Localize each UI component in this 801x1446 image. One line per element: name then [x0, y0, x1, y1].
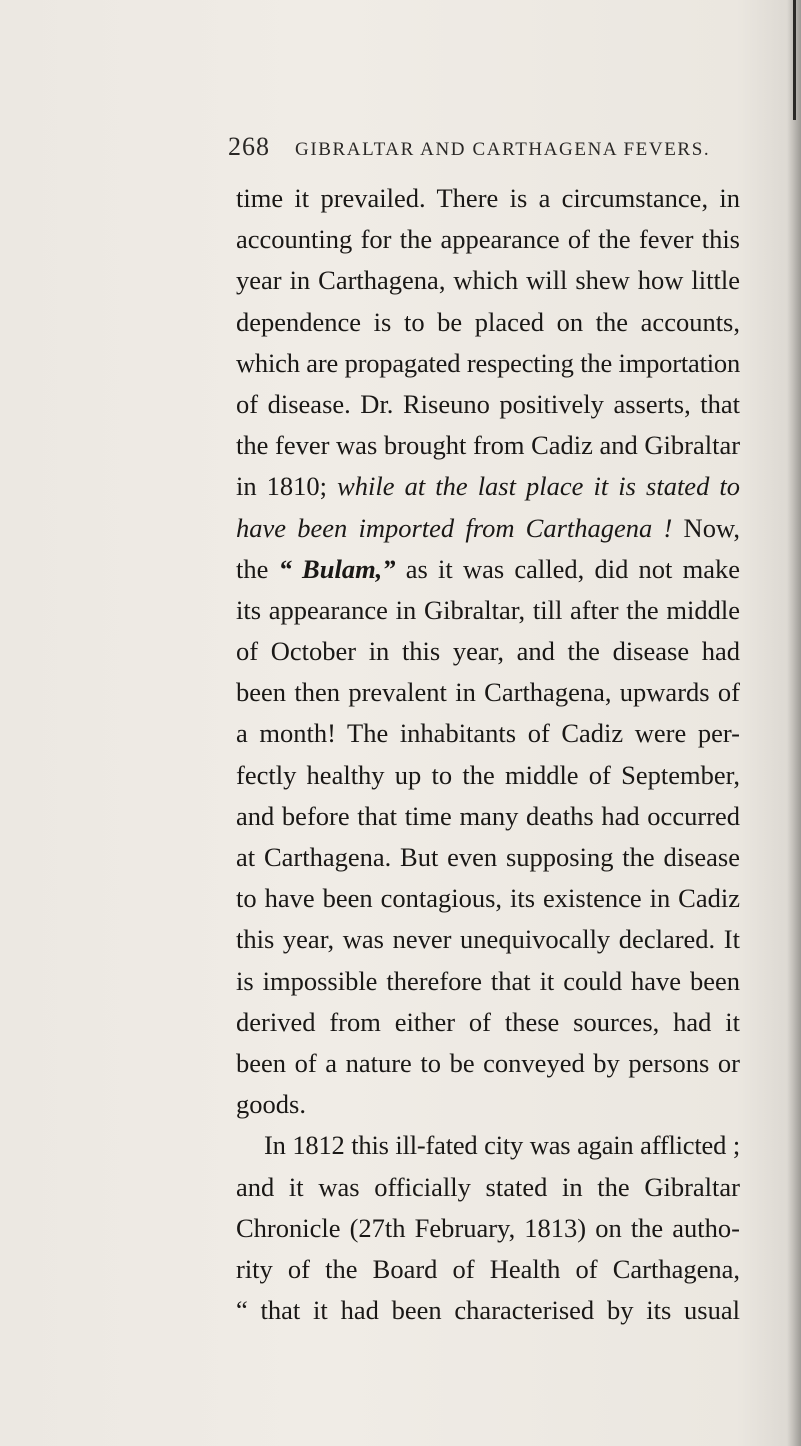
text-line: Chronicle (27th February, 1813) on the autho- — [236, 1212, 740, 1243]
italic-bold-term: “ Bulam,” — [278, 553, 396, 584]
text-line: year in Carthagena, which will shew how little — [236, 265, 740, 296]
page-header — [228, 132, 748, 172]
text-line: been then prevalent in Carthagena, upwards of — [236, 677, 740, 708]
text-line: this year, was never unequivocally declared. It — [236, 924, 740, 955]
text-line: accounting for the appearance of the fever this — [236, 224, 740, 255]
italic-phrase: have been imported from Carthagena ! — [236, 512, 673, 543]
text-line: fectly healthy up to the middle of September, — [236, 759, 740, 790]
text-line: “ that it had been characterised by its usual — [236, 1295, 740, 1326]
italic-phrase: while at the last place it is stated to — [337, 471, 740, 502]
text-line: at Carthagena. But even supposing the disease — [236, 842, 740, 872]
text-line: goods. — [236, 1089, 306, 1120]
running-head: GIBRALTAR AND CARTHAGENA FEVERS. — [295, 139, 711, 160]
page-edge-mark — [793, 0, 796, 120]
text-line: and before that time many deaths had occurred — [236, 800, 740, 831]
text-line: In 1812 this ill-fated city was again afflicted ; — [264, 1130, 740, 1161]
text-line: dependence is to be placed on the accounts, — [236, 306, 740, 337]
text-line: which are propagated respecting the importation — [236, 347, 740, 378]
body-text — [236, 178, 740, 1331]
text-line: to have been contagious, its existence in Cadiz — [236, 883, 740, 914]
page-number: 268 — [228, 132, 270, 161]
text-line: the “ Bulam,” as it was called, did not make — [236, 553, 741, 584]
text-line: derived from either of these sources, had it — [236, 1006, 740, 1037]
text-line: a month! The inhabitants of Cadiz were per- — [236, 718, 740, 749]
text-line: its appearance in Gibraltar, till after the middle — [236, 594, 740, 625]
text-line: rity of the Board of Health of Carthagena, — [236, 1253, 740, 1284]
text-line: in 1810; while at the last place it is stated to — [236, 471, 740, 502]
text-line: of October in this year, and the disease had — [236, 636, 740, 667]
page-edge-shadow — [787, 0, 801, 1446]
text-line: the fever was brought from Cadiz and Gibraltar — [236, 430, 741, 461]
text-line: and it was officially stated in the Gibraltar — [236, 1171, 740, 1202]
text-line: have been imported from Carthagena ! Now, — [236, 512, 740, 543]
text-line: of disease. Dr. Riseuno positively asserts, that — [236, 388, 740, 419]
text-line: is impossible therefore that it could have been — [236, 965, 740, 996]
text-line: time it prevailed. There is a circumstance, in — [236, 183, 740, 213]
text-line: been of a nature to be conveyed by persons or — [236, 1047, 740, 1078]
